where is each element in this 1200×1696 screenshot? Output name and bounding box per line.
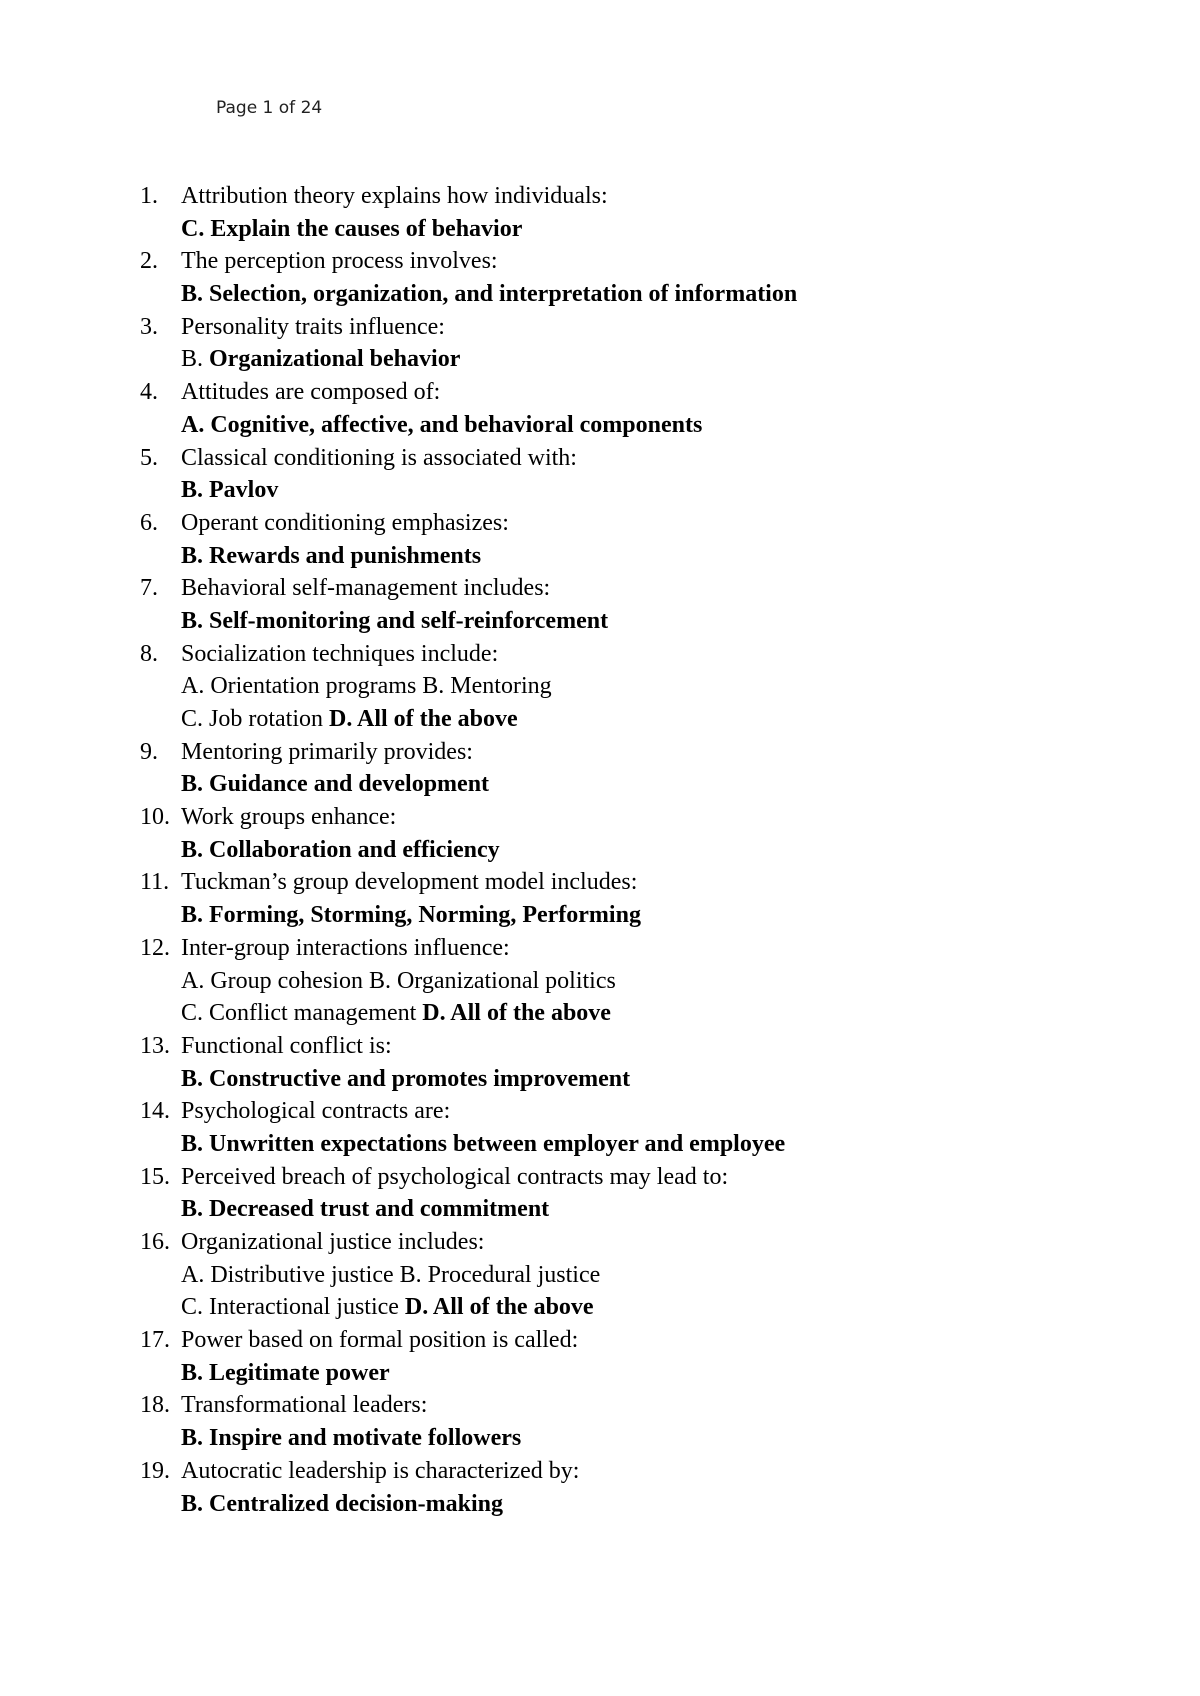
question-text: Inter-group interactions influence: <box>181 934 510 961</box>
question-text: Tuckman’s group development model includes: <box>181 869 638 896</box>
question-number: 13. <box>140 1032 170 1059</box>
question-text: Behavioral self-management includes: <box>181 575 551 602</box>
correct-answer-text: B. Forming, Storming, Norming, Performing <box>181 902 641 929</box>
question-item <box>140 1324 1140 1389</box>
answer-line <box>140 997 1140 1030</box>
question-line <box>140 801 1140 834</box>
correct-answer-text: B. Collaboration and efficiency <box>181 836 500 863</box>
question-line <box>140 1455 1140 1488</box>
answer-line <box>140 1488 1140 1521</box>
question-item <box>140 180 1140 245</box>
question-number: 19. <box>140 1457 170 1484</box>
correct-answer-text: C. Explain the causes of behavior <box>181 215 523 242</box>
question-number: 4. <box>140 379 158 406</box>
question-line <box>140 180 1140 213</box>
question-line <box>140 311 1140 344</box>
question-line <box>140 1389 1140 1422</box>
question-answer-list <box>140 180 1140 1520</box>
answer-option-text: A. Orientation programs B. Mentoring <box>181 673 552 700</box>
question-item <box>140 638 1140 736</box>
answer-line <box>140 278 1140 311</box>
question-text: Mentoring primarily provides: <box>181 738 473 765</box>
question-number: 11. <box>140 869 170 896</box>
question-number: 9. <box>140 738 158 765</box>
answer-line <box>140 1422 1140 1455</box>
question-line <box>140 932 1140 965</box>
question-text: Work groups enhance: <box>181 804 397 831</box>
answer-option-text: C. Job rotation <box>181 706 329 732</box>
question-line <box>140 572 1140 605</box>
correct-answer-text: B. Centralized decision-making <box>181 1490 503 1517</box>
question-line <box>140 1095 1140 1128</box>
correct-answer-text: A. Cognitive, affective, and behavioral components <box>181 411 703 438</box>
answer-line <box>140 1357 1140 1390</box>
question-number: 5. <box>140 444 158 471</box>
question-text: Psychological contracts are: <box>181 1098 451 1125</box>
question-text: Functional conflict is: <box>181 1032 392 1059</box>
question-item <box>140 507 1140 572</box>
question-item <box>140 1030 1140 1095</box>
answer-option-text: C. Interactional justice <box>181 1294 405 1321</box>
question-text: Transformational leaders: <box>181 1392 428 1419</box>
answer-line <box>140 1259 1140 1292</box>
question-text: Perceived breach of psychological contracts may lead to: <box>181 1163 729 1190</box>
answer-line <box>140 834 1140 867</box>
answer-line <box>140 703 1140 736</box>
question-text: Personality traits influence: <box>181 313 445 340</box>
question-number: 14. <box>140 1098 170 1125</box>
correct-answer-text: B. Self-monitoring and self-reinforcement <box>181 607 609 634</box>
correct-answer-text: B. Selection, organization, and interpretation of information <box>181 281 798 308</box>
question-item <box>140 1226 1140 1324</box>
question-number: 1. <box>140 183 158 209</box>
correct-answer-text: B. Guidance and development <box>181 771 490 798</box>
answer-line <box>140 899 1140 932</box>
question-item <box>140 442 1140 507</box>
question-line <box>140 1226 1140 1259</box>
question-line <box>140 1324 1140 1357</box>
correct-answer-text: Organizational behavior <box>209 346 461 373</box>
question-number: 3. <box>140 313 158 340</box>
page-number-header: Page 1 of 24 <box>216 98 323 118</box>
answer-line <box>140 1128 1140 1161</box>
question-text: Operant conditioning emphasizes: <box>181 509 509 536</box>
question-line <box>140 1030 1140 1063</box>
correct-answer-text: B. Constructive and promotes improvement <box>181 1065 631 1092</box>
correct-answer-text: B. Rewards and punishments <box>181 542 482 569</box>
question-item <box>140 1455 1140 1520</box>
question-number: 8. <box>140 640 158 667</box>
question-item <box>140 866 1140 931</box>
answer-line <box>140 768 1140 801</box>
question-number: 7. <box>140 575 158 602</box>
question-text: Attribution theory explains how individuals: <box>181 183 608 209</box>
answer-line <box>140 540 1140 573</box>
question-text: Organizational justice includes: <box>181 1229 485 1255</box>
question-text: The perception process involves: <box>181 248 498 275</box>
answer-line <box>140 474 1140 507</box>
correct-answer-text: B. Inspire and motivate followers <box>181 1425 522 1452</box>
answer-line <box>140 213 1140 246</box>
correct-answer-text: D. All of the above <box>404 1294 594 1321</box>
question-item <box>140 801 1140 866</box>
question-item <box>140 376 1140 441</box>
answer-line <box>140 605 1140 638</box>
question-item <box>140 572 1140 637</box>
question-number: 15. <box>140 1163 170 1190</box>
question-item <box>140 245 1140 310</box>
question-number: 16. <box>140 1229 170 1255</box>
question-number: 17. <box>140 1327 170 1354</box>
answer-option-text: B. <box>181 346 210 373</box>
correct-answer-text: B. Legitimate power <box>181 1359 390 1386</box>
correct-answer-text: D. All of the above <box>422 1000 611 1027</box>
answer-line <box>140 965 1140 998</box>
question-line <box>140 507 1140 540</box>
correct-answer-text: D. All of the above <box>329 706 518 732</box>
correct-answer-text: B. Pavlov <box>181 477 279 504</box>
question-line <box>140 376 1140 409</box>
answer-line <box>140 343 1140 376</box>
correct-answer-text: B. Unwritten expectations between employer and employee <box>181 1130 786 1157</box>
answer-line <box>140 409 1140 442</box>
question-line <box>140 638 1140 671</box>
question-item <box>140 736 1140 801</box>
question-line <box>140 442 1140 475</box>
question-number: 6. <box>140 509 158 536</box>
question-item <box>140 1389 1140 1454</box>
question-text: Socialization techniques include: <box>181 640 499 667</box>
answer-line <box>140 1193 1140 1226</box>
question-text: Attitudes are composed of: <box>181 379 441 406</box>
answer-option-text: A. Group cohesion B. Organizational politics <box>181 967 616 994</box>
question-line <box>140 245 1140 278</box>
question-number: 10. <box>140 804 170 831</box>
answer-line <box>140 670 1140 703</box>
question-number: 18. <box>140 1392 170 1419</box>
question-text: Autocratic leadership is characterized by: <box>181 1457 580 1484</box>
question-item <box>140 1095 1140 1160</box>
question-line <box>140 1161 1140 1194</box>
question-number: 2. <box>140 248 158 275</box>
question-text: Power based on formal position is called: <box>181 1327 579 1354</box>
question-number: 12. <box>140 934 170 961</box>
question-line <box>140 866 1140 899</box>
question-item <box>140 311 1140 376</box>
answer-option-text: A. Distributive justice B. Procedural justice <box>181 1261 601 1288</box>
question-line <box>140 736 1140 769</box>
answer-line <box>140 1063 1140 1096</box>
answer-option-text: C. Conflict management <box>181 1000 423 1027</box>
correct-answer-text: B. Decreased trust and commitment <box>181 1196 550 1223</box>
question-text: Classical conditioning is associated with: <box>181 444 577 471</box>
answer-line <box>140 1291 1140 1324</box>
question-item <box>140 932 1140 1030</box>
question-item <box>140 1161 1140 1226</box>
